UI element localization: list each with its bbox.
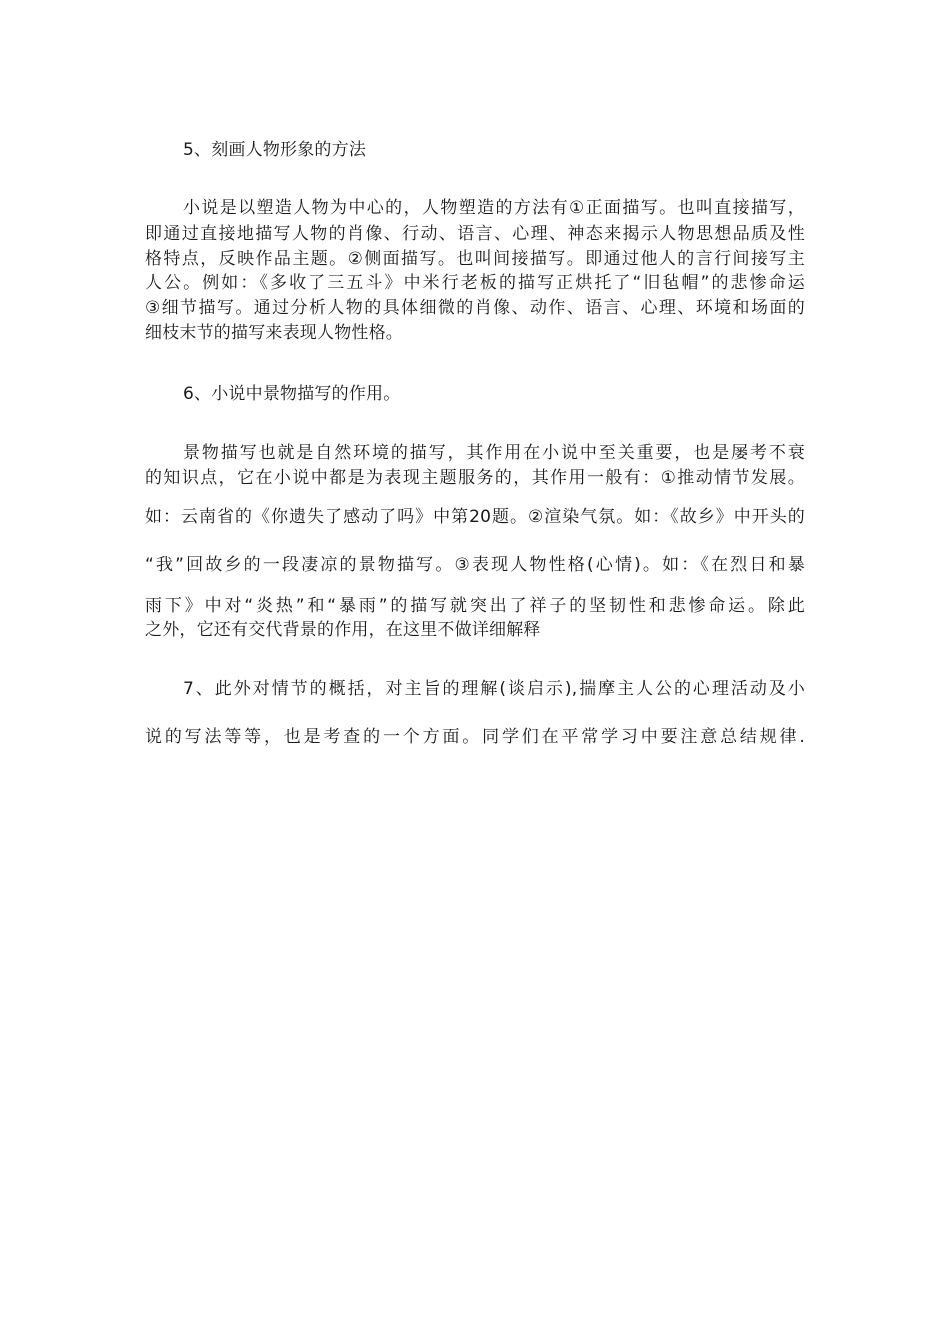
section-5-line-6: 细枝末节的描写来表现人物性格。	[145, 323, 403, 343]
section-5-line-1: 小说是以塑造人物为中心的，人物塑造的方法有①正面描写。也叫直接描写，	[183, 198, 805, 218]
section-6-line-5: 雨下》中对“炎热”和“暴雨”的描写就突出了祥子的坚韧性和悲惨命运。除此	[145, 596, 805, 616]
section-6-heading: 6、小说中景物描写的作用。	[183, 384, 401, 404]
section-7-line-2: 说的写法等等，也是考查的一个方面。同学们在平常学习中要注意总结规律.	[145, 727, 805, 747]
section-5-heading: 5、刻画人物形象的方法	[183, 140, 367, 160]
section-5-line-2: 即通过直接地描写人物的肖像、行动、语言、心理、神态来揭示人物思想品质及性	[145, 224, 805, 244]
section-5-line-5: ③细节描写。通过分析人物的具体细微的肖像、动作、语言、心理、环境和场面的	[145, 298, 805, 318]
section-5-line-4: 人公。例如：《多收了三五斗》中米行老板的描写正烘托了“旧毡帽”的悲惨命运	[145, 273, 805, 293]
section-6-line-3: 如：云南省的《你遗失了感动了吗》中第20题。②渲染气氛。如：《故乡》中开头的	[145, 507, 805, 527]
section-5-line-3: 格特点，反映作品主题。②侧面描写。也叫间接描写。即通过他人的言行间接写主	[145, 249, 805, 269]
section-6-line-4: “我”回故乡的一段凄凉的景物描写。③表现人物性格(心情)。如：《在烈日和暴	[145, 555, 805, 575]
section-6-line-6: 之外，它还有交代背景的作用，在这里不做详细解释	[145, 620, 541, 640]
section-6-line-1: 景物描写也就是自然环境的描写，其作用在小说中至关重要，也是屡考不衰	[183, 443, 805, 463]
section-7-line-1: 7、此外对情节的概括，对主旨的理解(谈启示),揣摩主人公的心理活动及小	[183, 679, 805, 699]
section-6-line-2: 的知识点，它在小说中都是为表现主题服务的，其作用一般有：①推动情节发展。	[145, 468, 805, 488]
